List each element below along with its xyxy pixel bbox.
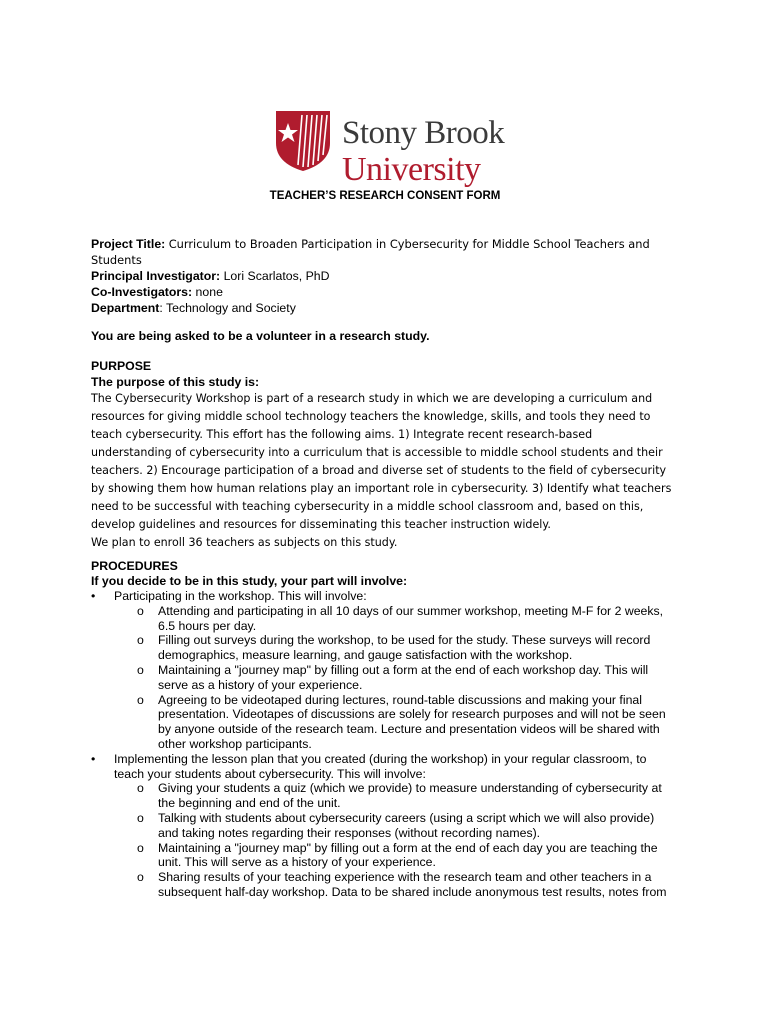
purpose-line: resources for giving middle school technology teachers the knowledge, skills, and tools they need to [91,410,651,423]
sub-bullet-item [137,781,691,811]
sub-bullet-icon: o [137,662,144,677]
volunteer-notice: You are being asked to be a volunteer in a research study. [91,329,430,343]
sub-bullet-icon: o [137,633,144,648]
purpose-subheading: The purpose of this study is: [91,374,260,389]
form-title: TEACHER’S RESEARCH CONSENT FORM [269,190,501,202]
pi-row [91,268,691,284]
sub-bullet-line: other workshop participants. [158,736,312,751]
sub-bullet-icon: o [137,840,144,855]
sub-bullet-line: serve as a history of your experience. [158,677,363,692]
shield-emblem-icon [274,109,332,173]
sub-bullet-icon: o [137,692,144,707]
project-title-label: Project Title: [91,237,166,251]
project-title-row [91,236,691,252]
sub-bullet-item [137,692,691,752]
sub-bullet-icon: o [137,810,144,825]
bullet-text: Participating in the workshop. This will involve: [114,589,367,603]
purpose-line: teach cybersecurity. This effort has the following aims. 1) Integrate recent research-based [91,428,593,441]
sub-bullet-line: demographics, measure learning, and gauge satisfaction with the workshop. [158,648,573,663]
procedures-section [91,559,691,900]
bullet-item [91,752,691,782]
project-title-value-cont: Students [91,253,142,267]
department-row [91,300,691,316]
sub-bullet-item [137,603,691,634]
sub-bullet-line: Maintaining a "journey map" by filling out a form at the end of each day you are teaching the [158,840,658,855]
sub-bullet-line: unit. This will serve as a history of your experience. [158,855,436,870]
sub-bullet-line: Sharing results of your teaching experience with the research team and other teachers in a [158,870,652,885]
purpose-line: teachers. 2) Encourage participation of a broad and diverse set of students to the field of cybersecurity [91,464,667,477]
sub-bullet-line: Maintaining a "journey map" by filling out a form at the end of each workshop day. This will [158,662,649,677]
project-title-value: Curriculum to Broaden Participation in Cybersecurity for Middle School Teachers and [168,237,650,251]
sub-bullet-line: Filling out surveys during the workshop, to be used for the study. These surveys will record [158,633,651,648]
procedures-heading: PROCEDURES [91,559,178,573]
procedures-subheading: If you decide to be in this study, your part will involve: [91,574,408,588]
sub-bullet-line: Talking with students about cybersecurity careers (using a script which we will also provide) [158,810,655,825]
sub-bullet-line: the beginning and end of the unit. [158,796,341,811]
bullet-icon: • [91,751,96,766]
sub-bullet-item [137,662,691,693]
bullet-icon: • [91,589,96,603]
sub-bullet-line: subsequent half-day workshop. Data to be shared include anonymous test results, notes from [158,884,667,899]
logo-name: Stony Brook [342,115,505,151]
bullet-item [91,589,691,604]
purpose-line: understanding of cybersecurity into a curriculum that is accessible to middle school students and their [91,446,663,459]
department-label: Department [91,301,160,315]
bullet-text: Implementing the lesson plan that you created (during the workshop) in your regular classroom, to [114,751,647,766]
purpose-paragraph [91,390,691,552]
sub-bullet-icon: o [137,870,144,885]
sub-bullet-line: presentation. Videotapes of discussions are solely for research purposes and will not be seen [158,707,666,722]
coi-row [91,284,691,300]
pi-value: Lori Scarlatos, PhD [223,269,330,283]
purpose-line: need to be successful with teaching cybersecurity in a middle school classroom and, based on this, [91,500,644,513]
study-metadata [91,236,691,316]
university-logo [274,109,505,191]
logo-university: University [342,151,481,188]
sub-bullet-line: by anyone outside of the research team. Lecture and presentation videos will be shared with [158,722,660,737]
coi-label: Co-Investigators: [91,285,193,299]
coi-value: none [195,285,223,299]
sub-bullet-item [137,840,691,871]
sub-bullet-item [137,870,691,900]
sub-bullet-line: Giving your students a quiz (which we provide) to measure understanding of cybersecurity at [158,781,662,796]
purpose-line: The Cybersecurity Workshop is part of a research study in which we are developing a curriculum and [91,392,653,405]
purpose-line: We plan to enroll 36 teachers as subjects on this study. [91,536,398,549]
sub-bullet-line: and taking notes regarding their responses (without recording names). [158,825,541,840]
pi-label: Principal Investigator: [91,269,221,283]
bullet-text-cont: teach your students about cybersecurity. This will involve: [114,766,426,781]
sub-bullet-line: Attending and participating in all 10 days of our summer workshop, meeting M-F for 2 weeks, [158,603,664,618]
purpose-heading: PURPOSE [91,359,152,373]
department-value: : Technology and Society [159,301,296,315]
purpose-line: develop guidelines and resources for disseminating this teacher instruction widely. [91,518,551,531]
purpose-line: by showing them how human relations play an important role in cybersecurity. 3) Identify what teachers [91,482,672,495]
purpose-section [91,359,691,552]
sub-bullet-line: 6.5 hours per day. [158,618,257,633]
sub-bullet-item [137,633,691,663]
sub-bullet-item [137,810,691,841]
sub-bullet-icon: o [137,603,144,618]
sub-bullet-icon: o [137,781,144,796]
sub-bullet-line: Agreeing to be videotaped during lectures, round-table discussions and making your final [158,692,642,707]
